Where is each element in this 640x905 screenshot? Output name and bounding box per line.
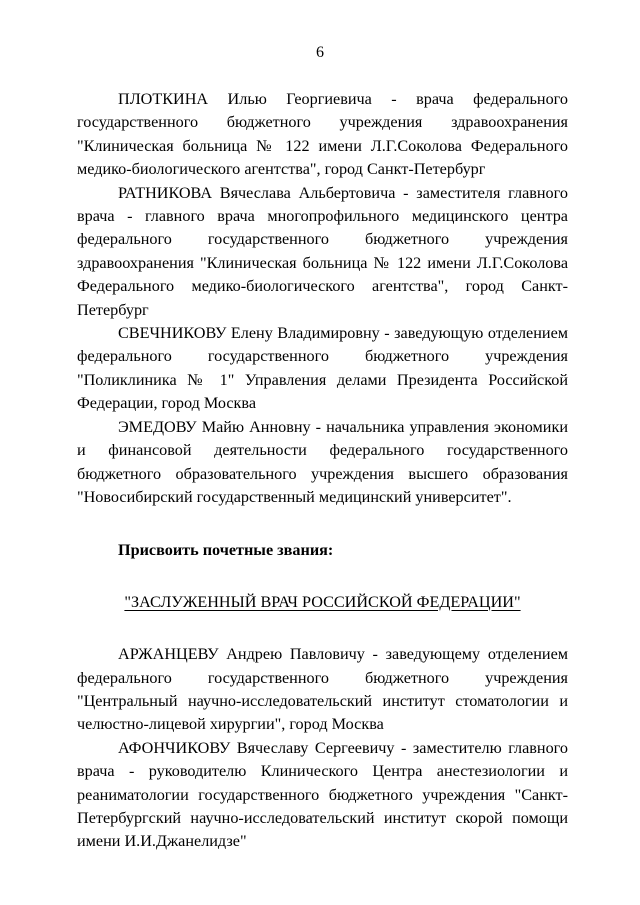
spacer <box>77 509 568 539</box>
spacer <box>77 614 568 643</box>
award-paragraph-arzhantsev: АРЖАНЦЕВУ Андрею Павловичу - заведующему отделением федерального государственного бюджетного учреждения "Центральный научно-исследовательский институт стоматологии и челюстно-лицевой хирургии", город Москва <box>77 645 568 734</box>
award-paragraph-svechnikova: СВЕЧНИКОВУ Елену Владимировну - заведующую отделением федерального государственного бюджетного учреждения "Поликлиника № 1" Управления делами Президента Российской Федерации, город Москва <box>77 324 568 413</box>
document-body <box>77 88 568 854</box>
award-paragraph-afonchikov: АФОНЧИКОВУ Вячеславу Сергеевичу - заместителю главного врача - руководителю Клинического Центра анестезиологии и реаниматологии государственного бюджетного учреждения "Санкт-Петербургский научно-исследовательский институт скорой помощи имени И.И.Джанелидзе" <box>77 738 568 851</box>
award-paragraph-ratnikov: РАТНИКОВА Вячеслава Альбертовича - заместителя главного врача - главного врача многопрофильного медицинского центра федерального государственного бюджетного учреждения здравоохранения "Клиническая больница № 122 имени Л.Г.Соколова Федерального медико-биологического агентства", город Санкт-Петербург <box>77 183 568 319</box>
award-paragraph-plotkin: ПЛОТКИНА Илью Георгиевича - врача федерального государственного бюджетного учреждения здравоохранения "Клиническая больница № 122 имени Л.Г.Соколова Федерального медико-биологического агентства", город Санкт-Петербург <box>77 90 568 179</box>
spacer <box>77 563 568 591</box>
section-heading: Присвоить почетные звания: <box>118 541 334 560</box>
page-number: 6 <box>316 44 324 61</box>
award-paragraph-emedova: ЭМЕДОВУ Майю Анновну - начальника управления экономики и финансовой деятельности федерального государственного бюджетного образовательного учреждения высшего образования "Новосибирский государственный медицинский университет". <box>77 417 568 506</box>
honorary-title-heading: "ЗАСЛУЖЕННЫЙ ВРАЧ РОССИЙСКОЙ ФЕДЕРАЦИИ" <box>124 592 521 611</box>
